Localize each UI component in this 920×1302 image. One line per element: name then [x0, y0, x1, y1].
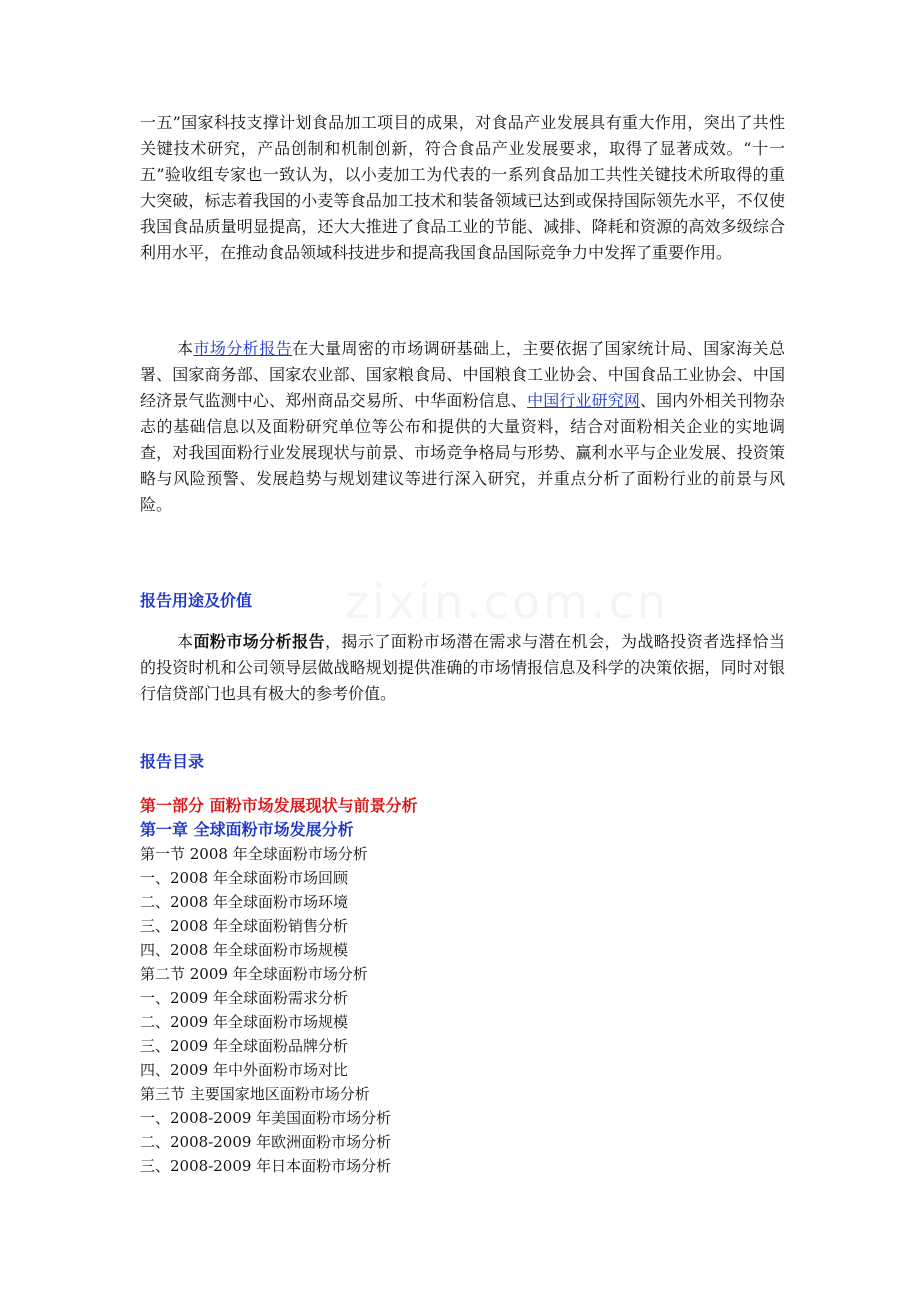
- toc-item: 第一节 2008 年全球面粉市场分析: [140, 845, 368, 863]
- usage-text: ，揭示了面粉市场潜在需求与潜在机会，为战略投资者选择恰当的投资时机和公司领导层做战略规划提供准确的市场情报信息及科学的决策依据，同时对银行信贷部门也具有极大的参考价值。: [140, 632, 785, 703]
- toc-list: [140, 842, 785, 1178]
- toc-item: 二、2009 年全球面粉市场规模: [140, 1013, 348, 1031]
- china-industry-research-link[interactable]: 中国行业研究网: [527, 391, 640, 410]
- report-intro-suffix: 、国内外相关刊物杂志的基础信息以及面粉研究单位等公布和提供的大量资料，结合对面粉相关企业的实地调查，对我国面粉行业发展现状与前景、市场竞争格局与形势、赢利水平与企业发展、投资策略与风险预警、发展趋势与规划建议等进行深入研究，并重点分析了面粉行业的前景与风险。: [140, 391, 785, 514]
- toc-item: 第二节 2009 年全球面粉市场分析: [140, 965, 368, 983]
- toc-item: 一、2008 年全球面粉市场回顾: [140, 869, 348, 887]
- toc-item: 二、2008 年全球面粉市场环境: [140, 893, 348, 911]
- watermark: zixin.com.cn: [345, 575, 670, 629]
- report-intro-paragraph: [140, 336, 785, 518]
- intro-paragraph: 一五”国家科技支撑计划食品加工项目的成果，对食品产业发展具有重大作用，突出了共性关键技术研究，产品创制和机制创新，符合食品产业发展要求，取得了显著成效。“十一五”验收组专家也一致认为，以小麦加工为代表的一系列食品加工共性关键技术所取得的重大突破，标志着我国的小麦等食品加工技术和装备领域已达到或保持国际领先水平，不仅使我国食品质量明显提高，还大大推进了食品工业的节能、减排、降耗和资源的高效多级综合利用水平，在推动食品领域科技进步和提高我国食品国际竞争力中发挥了重要作用。: [140, 113, 785, 262]
- toc-item: 一、2009 年全球面粉需求分析: [140, 989, 348, 1007]
- toc-item: 四、2009 年中外面粉市场对比: [140, 1061, 348, 1079]
- document-page: [140, 110, 785, 1178]
- usage-section-title: 报告用途及价值: [140, 591, 253, 610]
- toc-item: 三、2009 年全球面粉品牌分析: [140, 1037, 348, 1055]
- usage-bold-title: 面粉市场分析报告: [193, 632, 325, 651]
- market-analysis-report-link[interactable]: 市场分析报告: [193, 339, 293, 358]
- toc-item: 一、2008-2009 年美国面粉市场分析: [140, 1109, 392, 1127]
- toc-item: 二、2008-2009 年欧洲面粉市场分析: [140, 1133, 392, 1151]
- usage-prefix: 本: [177, 632, 194, 651]
- toc-chapter-title: 第一章 全球面粉市场发展分析: [140, 820, 354, 839]
- toc-item: 三、2008-2009 年日本面粉市场分析: [140, 1157, 392, 1175]
- toc-title: 报告目录: [140, 752, 205, 771]
- usage-paragraph: [140, 629, 785, 707]
- report-intro-prefix: 本: [177, 339, 194, 358]
- toc-item: 三、2008 年全球面粉销售分析: [140, 917, 348, 935]
- toc-item: 四、2008 年全球面粉市场规模: [140, 941, 348, 959]
- toc-part-title: 第一部分 面粉市场发展现状与前景分析: [140, 796, 418, 815]
- report-intro-middle: 在大量周密的市场调研基础上，主要依据了国家统计局、国家海关总署、国家商务部、国家农业部、国家粮食局、中国粮食工业协会、中国食品工业协会、中国经济景气监测中心、郑州商品交易所、中华面粉信息、: [140, 339, 785, 410]
- toc-item: 第三节 主要国家地区面粉市场分析: [140, 1085, 370, 1103]
